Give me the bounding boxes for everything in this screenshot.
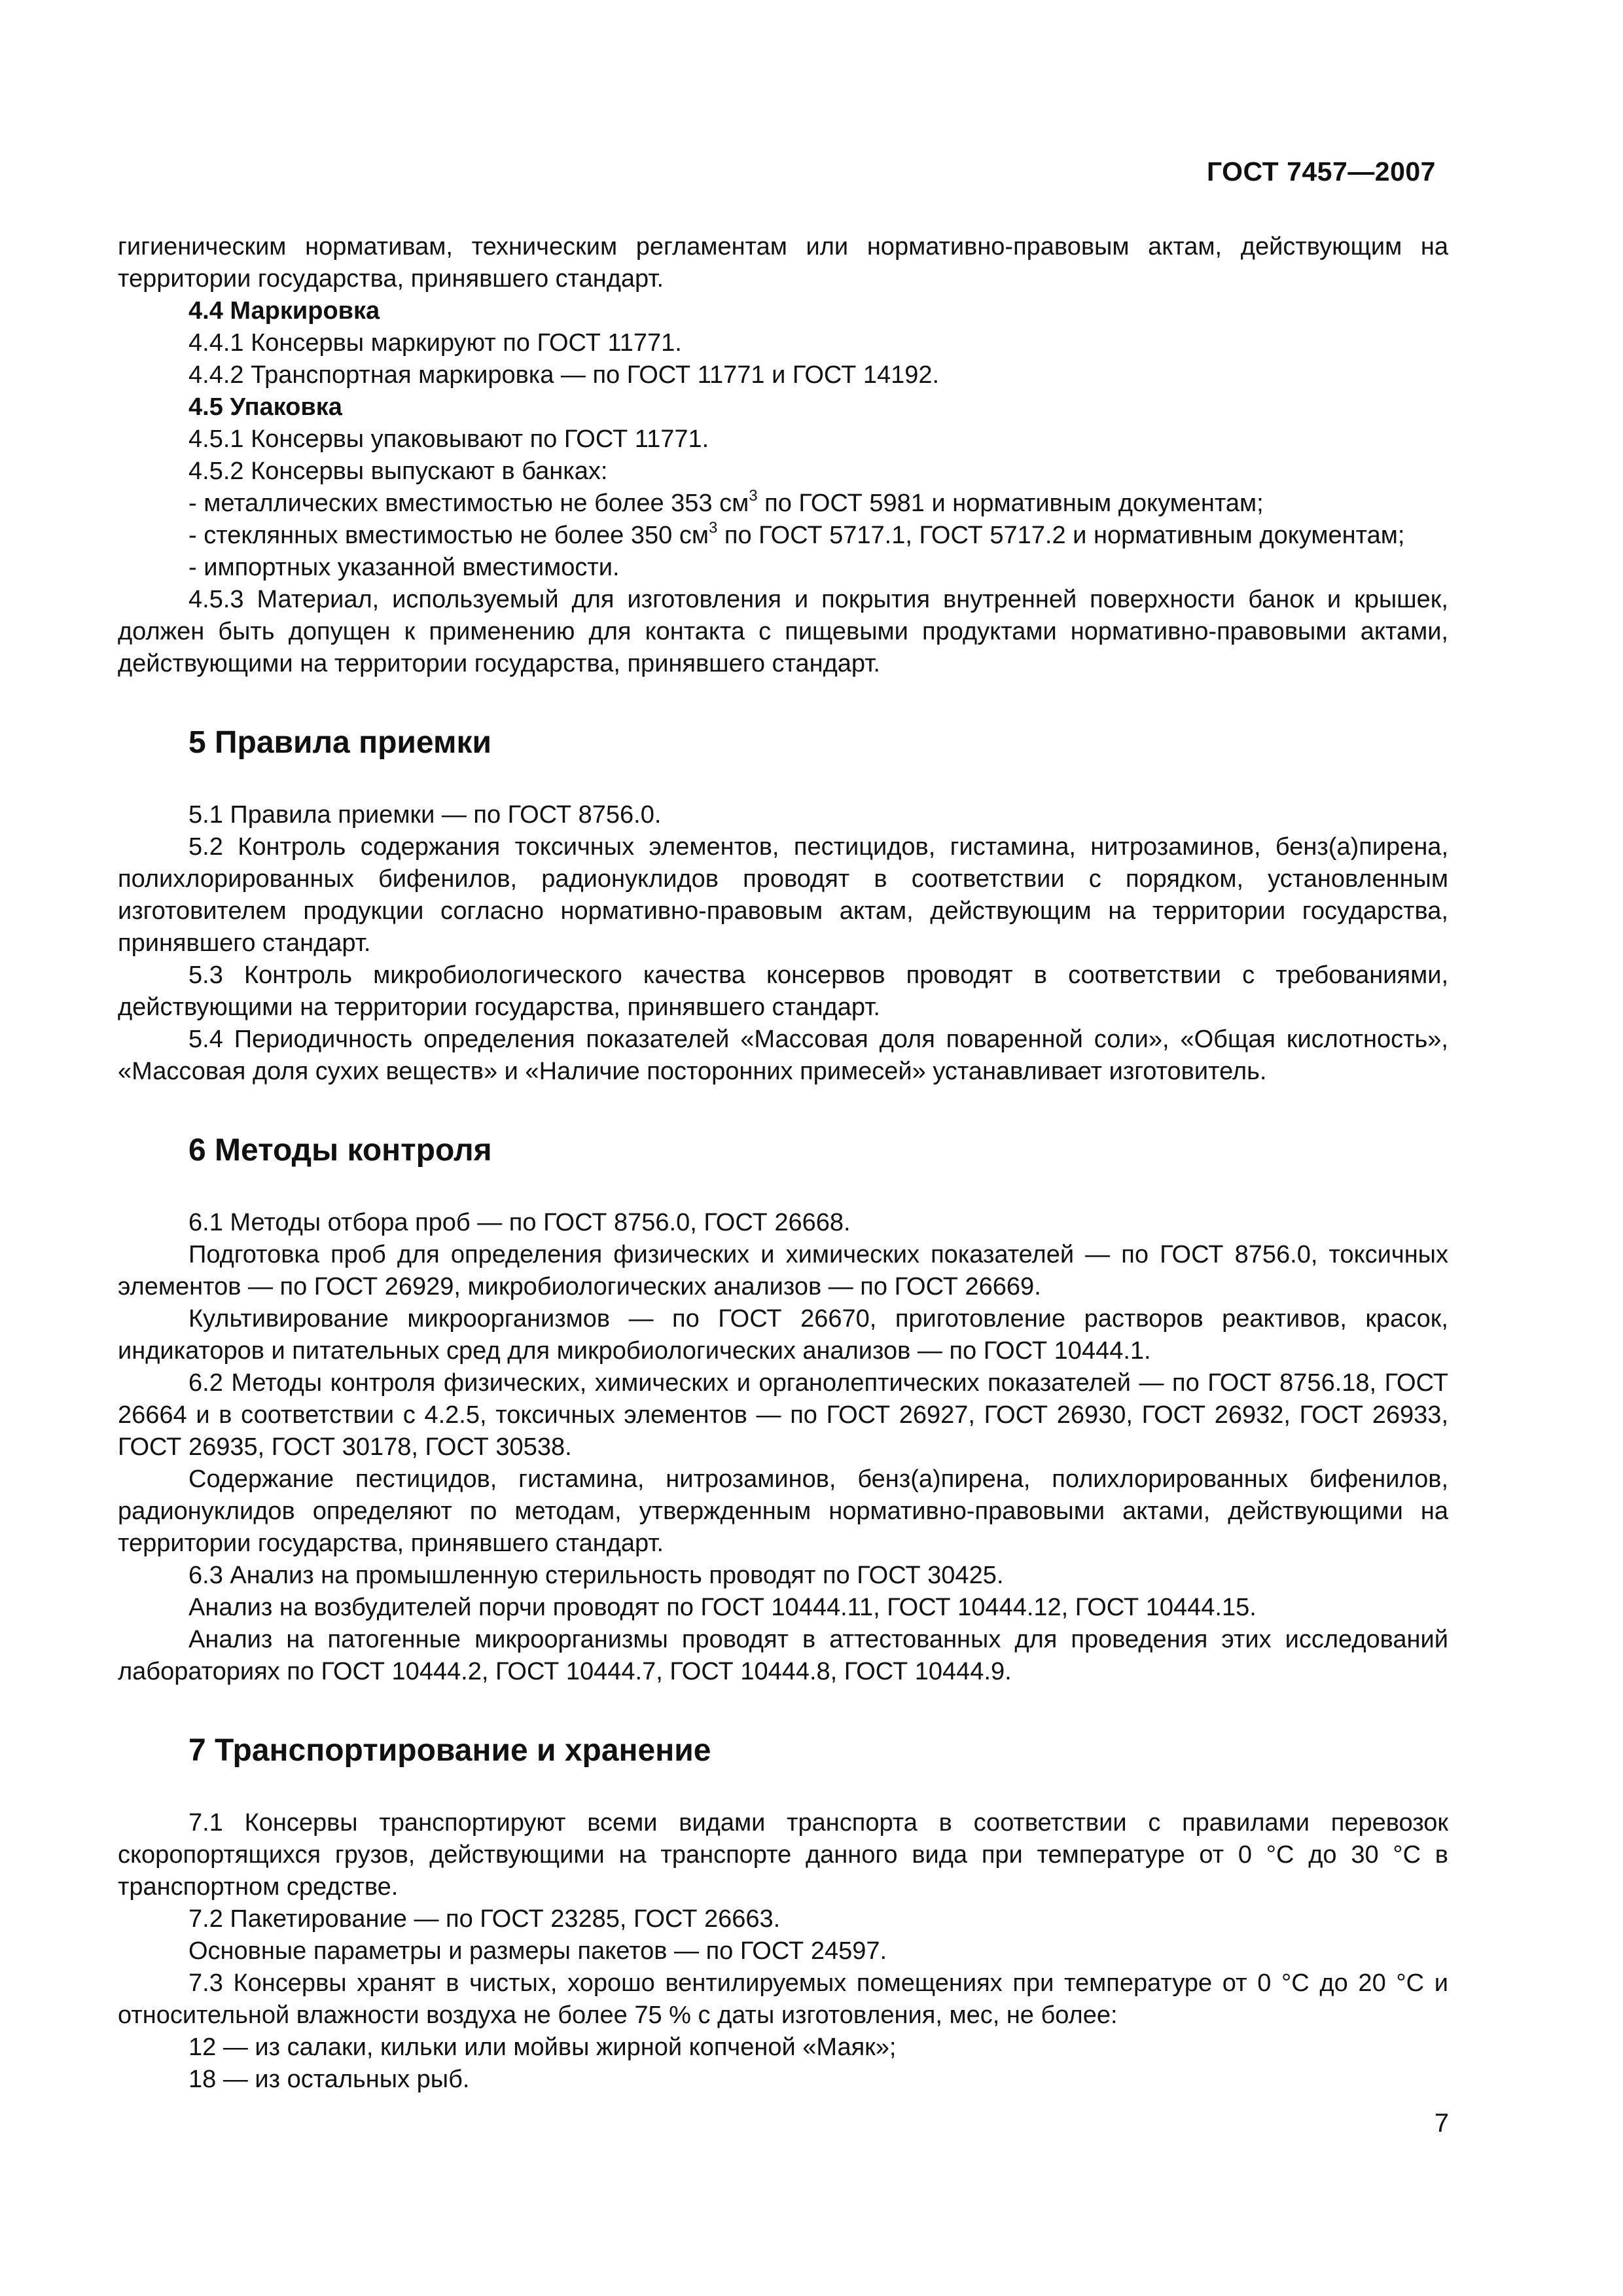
paragraph: 7.3 Консервы хранят в чистых, хорошо вентилируемых помещениях при температуре от 0 °С до 20 °С и относительной влажности воздуха не более 75 % с даты изготовления, мес, не более: [118, 1969, 1448, 2029]
paragraph: 7.1 Консервы транспортируют всеми видами транспорта в соответствии с правилами перевозок скоропортящихся грузов, действующими на транспорте данного вида при температуре от 0 °С до 30 °С в транспортном средстве. [118, 1809, 1448, 1901]
paragraph: 7.2 Пакетирование — по ГОСТ 23285, ГОСТ 26663. [188, 1905, 781, 1933]
section-title: 6 Методы контроля [188, 1133, 492, 1168]
paragraph: 5.4 Периодичность определения показателей «Массовая доля поваренной соли», «Общая кислотность», «Массовая доля сухих веществ» и «Наличие посторонних примесей» устанавливает изготовитель. [118, 1026, 1448, 1085]
paragraph: Основные параметры и размеры пакетов — по ГОСТ 24597. [188, 1937, 887, 1965]
paragraph: Культивирование микроорганизмов — по ГОСТ 26670, приготовление растворов реактивов, красок, индикаторов и питательных сред для микробиологических анализов — по ГОСТ 10444.1. [118, 1305, 1448, 1365]
paragraph: гигиеническим нормативам, техническим регламентам или нормативно-правовым актам, действующим на территории государства, принявшего стандарт. [118, 233, 1448, 293]
paragraph: 5.1 Правила приемки — по ГОСТ 8756.0. [188, 801, 662, 829]
paragraph: 6.1 Методы отбора проб — по ГОСТ 8756.0, ГОСТ 26668. [188, 1209, 851, 1236]
paragraph: 6.2 Методы контроля физических, химических и органолептических показателей — по ГОСТ 8756.18, ГОСТ 26664 и в соответствии с 4.2.5, токсичных элементов — по ГОСТ 26927, ГОСТ 26930, ГОСТ 26932, ГОСТ 26933, ГОСТ 26935, ГОСТ 30178, ГОСТ 30538. [118, 1369, 1448, 1461]
subsection-heading: 4.4 Маркировка [188, 297, 380, 325]
page-number: 7 [1434, 2109, 1449, 2138]
section-title: 5 Правила приемки [188, 725, 492, 760]
list-item: - металлических вместимостью не более 353 $см^3$ по ГОСТ 5981 и нормативным документам; [188, 487, 1264, 517]
paragraph: Анализ на возбудителей порчи проводят по ГОСТ 10444.11, ГОСТ 10444.12, ГОСТ 10444.15. [188, 1594, 1257, 1621]
paragraph: 4.5.2 Консервы выпускают в банках: [188, 457, 608, 485]
subsection-heading: 4.5 Упаковка [188, 393, 342, 421]
paragraph: Анализ на патогенные микроорганизмы проводят в аттестованных для проведения этих исследований лабораториях по ГОСТ 10444.2, ГОСТ 10444.7, ГОСТ 10444.8, ГОСТ 10444.9. [118, 1626, 1448, 1685]
paragraph: Содержание пестицидов, гистамина, нитрозаминов, бенз(а)пирена, полихлорированных бифенилов, радионуклидов определяют по методам, утвержденным нормативно-правовыми актами, действующими на территории государства, принявшего стандарт. [118, 1465, 1448, 1557]
paragraph: 5.3 Контроль микробиологического качества консервов проводят в соответствии с требованиями, действующими на территории государства, принявшего стандарт. [118, 961, 1448, 1021]
paragraph: 4.4.2 Транспортная маркировка — по ГОСТ 11771 и ГОСТ 14192. [188, 361, 940, 389]
paragraph: 6.3 Анализ на промышленную стерильность проводят по ГОСТ 30425. [188, 1562, 1004, 1589]
document-body [118, 231, 1448, 2096]
document-header: ГОСТ 7457—2007 [1206, 156, 1436, 187]
list-item: - стеклянных вместимостью не более 350 $см^3$ по ГОСТ 5717.1, ГОСТ 5717.2 и нормативным документам; [188, 519, 1405, 549]
list-item: 12 — из салаки, кильки или мойвы жирной копченой «Маяк»; [188, 2034, 897, 2061]
paragraph: 4.5.3 Материал, используемый для изготовления и покрытия внутренней поверхности банок и крышек, должен быть допущен к применению для контакта с пищевыми продуктами нормативно-правовыми актами, действующими на территории государства, принявшего стандарт. [118, 586, 1448, 677]
paragraph: Подготовка проб для определения физических и химических показателей — по ГОСТ 8756.0, токсичных элементов — по ГОСТ 26929, микробиологических анализов — по ГОСТ 26669. [118, 1241, 1448, 1300]
list-item: 18 — из остальных рыб. [188, 2066, 470, 2093]
paragraph: 5.2 Контроль содержания токсичных элементов, пестицидов, гистамина, нитрозаминов, бенз(а)пирена, полихлорированных бифенилов, радионуклидов проводят в соответствии с порядком, установленным изготовителем продукции согласно нормативно-правовым актам, действующим на территории государства, принявшего стандарт. [118, 833, 1448, 957]
paragraph: 4.5.1 Консервы упаковывают по ГОСТ 11771. [188, 425, 709, 453]
paragraph: 4.4.1 Консервы маркируют по ГОСТ 11771. [188, 329, 682, 357]
section-title: 7 Транспортирование и хранение [188, 1733, 711, 1768]
list-item: - импортных указанной вместимости. [188, 554, 620, 581]
